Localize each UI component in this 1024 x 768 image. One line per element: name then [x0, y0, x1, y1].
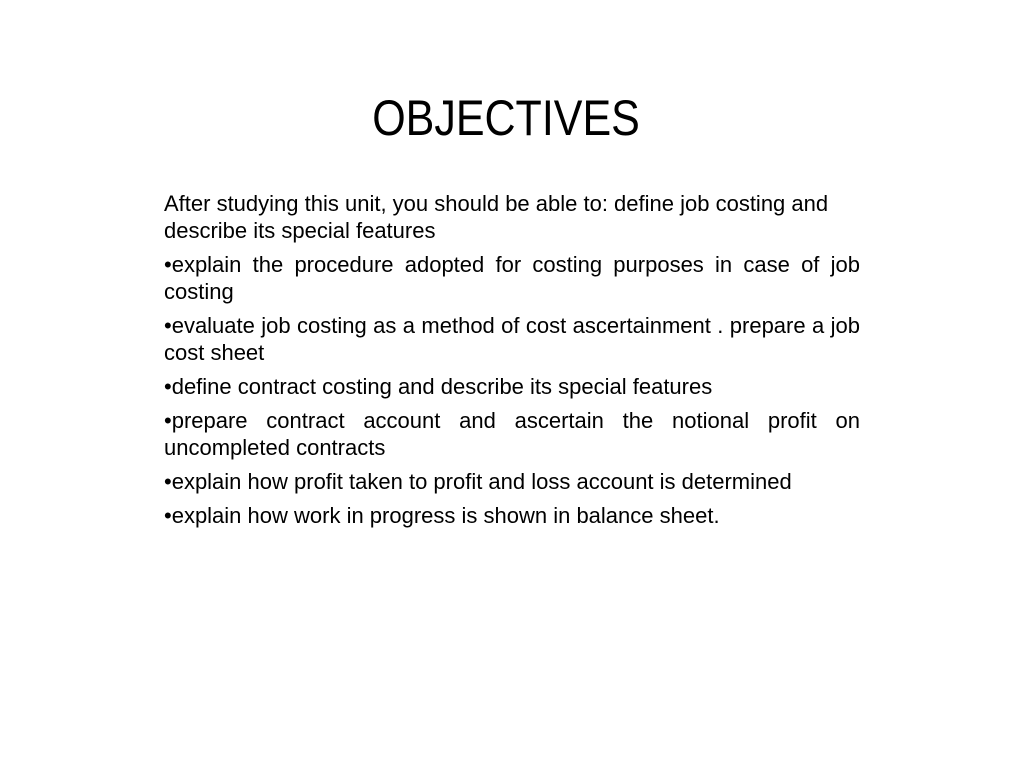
- objective-item-text: explain how profit taken to profit and loss account is determined: [171, 469, 792, 494]
- bullet-icon: •: [164, 469, 172, 494]
- bullet-icon: •: [164, 503, 172, 528]
- objective-item-text: define contract costing and describe its special features: [171, 374, 713, 399]
- objective-item: [164, 502, 860, 529]
- objective-item-text: explain how work in progress is shown in balance sheet.: [171, 503, 720, 528]
- objective-item: [164, 407, 860, 461]
- slide-title: OBJECTIVES: [372, 90, 640, 146]
- objective-item: [164, 251, 860, 305]
- bullet-icon: •: [164, 252, 172, 277]
- bullet-icon: •: [164, 408, 172, 433]
- bullet-icon: •: [164, 374, 172, 399]
- objective-item-text: prepare contract account and ascertain the notional profit on uncompleted contracts: [164, 408, 860, 460]
- bullet-icon: •: [164, 313, 172, 338]
- objective-item: [164, 312, 860, 366]
- objectives-body: [164, 190, 860, 536]
- objective-item-text: evaluate job costing as a method of cost ascertainment . prepare a job cost sheet: [164, 313, 860, 365]
- intro-paragraph: After studying this unit, you should be able to: define job costing and describe its special features: [164, 191, 829, 243]
- objective-item-text: explain the procedure adopted for costing purposes in case of job costing: [164, 252, 860, 304]
- objective-item: [164, 373, 860, 400]
- objective-item: [164, 468, 860, 495]
